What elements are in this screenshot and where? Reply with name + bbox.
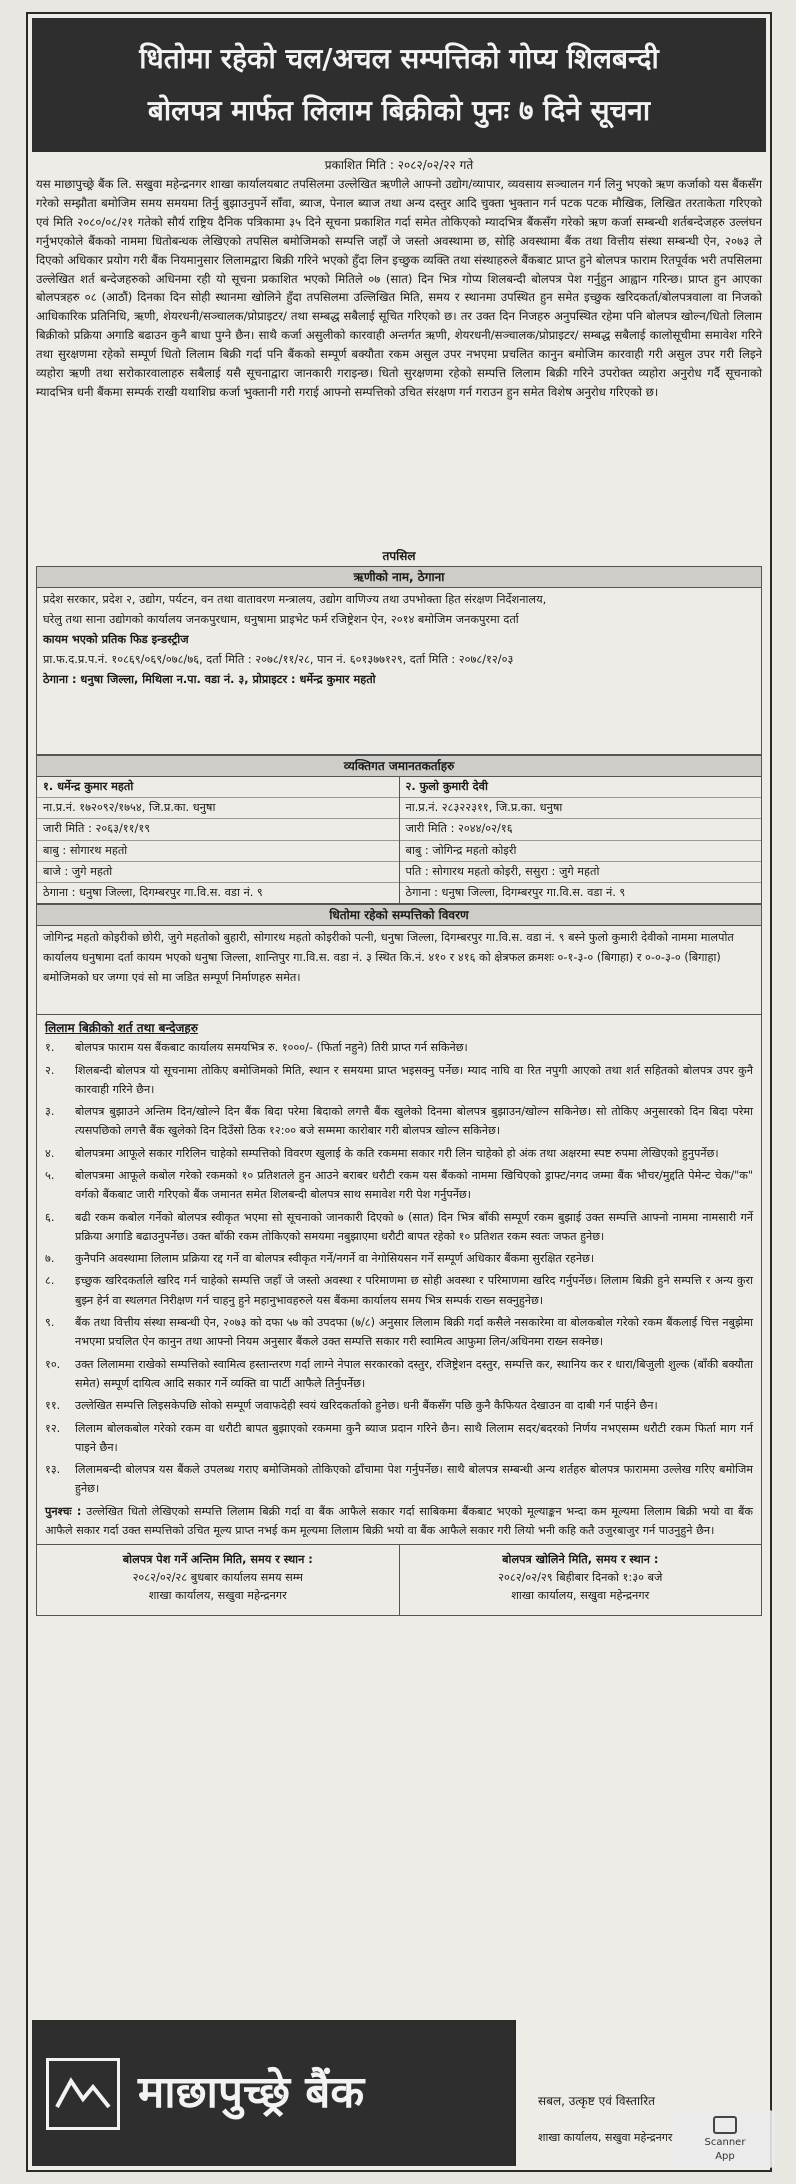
term-item: [45, 1208, 753, 1247]
notice-header: [32, 18, 766, 152]
term-number: १२.: [45, 1421, 61, 1435]
opening-value: २०८२/०२/२९ बिहीबार दिनको १:३० बजे: [498, 1570, 663, 1584]
guarantor-line: बाजे : जुगे महतो: [37, 862, 399, 883]
term-item: [45, 1396, 753, 1415]
borrower-line: ठेगाना : धनुषा जिल्ला, मिथिला न.पा. वडा नं. ३, प्रोप्राइटर : धर्मेन्द्र कुमार महतो: [43, 673, 376, 686]
opening-deadline: [399, 1545, 762, 1615]
watermark-line1: Scanner: [704, 2137, 746, 2148]
borrower-details: [36, 588, 762, 755]
submit-label: बोलपत्र पेश गर्ने अन्तिम मिति, समय र स्थान :: [122, 1552, 313, 1566]
guarantor-name: २. फुलो कुमारी देवी: [400, 777, 762, 798]
term-number: ११.: [45, 1399, 61, 1413]
term-item: [45, 1061, 753, 1100]
borrower-line: प्रदेश सरकार, प्रदेश २, उद्योग, पर्यटन, वन तथा वातावरण मन्त्रालय, उद्योग वाणिज्य तथा उपभोक्ता हित संरक्षण निर्देशनालय,: [43, 593, 547, 606]
borrower-line: घरेलु तथा साना उद्योगको कार्यालय जनकपुरधाम, धनुषामा प्राइभेट फर्म रजिष्ट्रेशन ऐन, २०१४ बमोजिम जनकपुरमा दर्ता: [43, 613, 519, 626]
guarantor-line: पति : सोगारथ महतो कोइरी, ससुरा : जुगे महतो: [400, 862, 762, 883]
term-text: उल्लेखित सम्पत्ति लिइसकेपछि सोको सम्पूर्ण जवाफदेही स्वयं खरिदकर्ताको हुनेछ। धनी बैंकसँग पछि कुनै कैफियत देखाउन वा दाबी गर्न पाईने छैन।: [75, 1399, 658, 1413]
term-text: बोलपत्रमा आफूले सकार गरिलिन चाहेको सम्पत्तिको विवरण खुलाई के कति रकममा सकार गरी लिन चाहेको हो अंक तथा अक्षरमा स्पष्ट रुपमा लेखिएको हुनुपर्नेछ।: [75, 1146, 719, 1160]
term-item: [45, 1460, 753, 1499]
submit-place: शाखा कार्यालय, सखुवा महेन्द्रनगर: [148, 1588, 287, 1602]
bank-tagline: सबल, उत्कृष्ट एवं विस्तारित: [538, 2094, 655, 2108]
notice-title-line1: धितोमा रहेको चल/अचल सम्पत्तिको गोप्य शिलबन्दी: [139, 42, 659, 75]
guarantor-name: १. धर्मेन्द्र कुमार महतो: [37, 777, 399, 798]
auction-notice: [26, 12, 772, 2172]
postscript-text: उल्लेखित धितो लेखिएको सम्पत्ति लिलाम बिक्री गर्दा वा बैंक आफैले सकार गर्दा साबिकमा बैंकबाट भएको मूल्याङ्कन भन्दा कम मूल्यमा लिलाम बिक्री भयो वा बैंक आफैले सकार गर्दा उक्त सम्पत्तिको उचित मूल्य प्राप्त नभई कम मूल्यमा लिलाम बिक्री भयो वा बैंक आफैले सकार गरी लियो भनी कहि कतै उजुरबाजुर गर्न पाउनुहुने छैन।: [45, 1504, 753, 1537]
scanner-app-icon: [713, 2116, 737, 2134]
terms-list: [45, 1038, 753, 1499]
term-text: लिलामबन्दी बोलपत्र यस बैंकले उपलब्ध गराए बमोजिमको तोकिएको ढाँचामा पेश गर्नुपर्नेछ। साथै बोलपत्र सम्बन्धी अन्य शर्तहरु बोलपत्र फाराममा उल्लेख गरिए बमोजिम हुनेछ।: [75, 1463, 753, 1496]
property-heading: धितोमा रहेको सम्पत्तिको विवरण: [36, 904, 762, 926]
mountain-logo-icon: [46, 2058, 120, 2130]
term-number: १०.: [45, 1357, 61, 1371]
term-number: २.: [45, 1063, 55, 1077]
publish-date: प्रकाशित मिति : २०८२/०२/२२ गते: [324, 158, 474, 172]
intro-paragraph: यस माछापुच्छ्रे बैंक लि. सखुवा महेन्द्रनगर शाखा कार्यालयबाट तपसिलमा उल्लेखित ऋणीले आफ्नो उद्योग/व्यापार, व्यवसाय सञ्चालन गर्न लिनु भएको ऋण कर्जाको यस बैंकसँग गरेको सम्झौता बमोजिम समय समयमा तिर्नु बुझाउनुपर्ने साँवा, ब्याज, पेनाल ब्याज तथा अन्य दस्तुर आदि चुक्ता भुक्तान गर्न पटक पटक मौखिक, लिखित तरताकेता गरिएको एवं मिति २०८०/०८/२१ गतेको सौर्य राष्ट्रिय दैनिक पत्रिकामा ३५ दिने सूचना प्रकाशित गर्दा समेत तोकिएको म्यादभित्र बैंकसँग गरेको ऋण कर्जा सम्बन्धी शर्तबन्देजहरु उल्लंघन गर्नुभएकोले बैंकको नाममा धितोबन्धक लेखिएको तपसिल बमोजिमको सम्पत्ति जहाँ जे जस्तो अवस्थामा छ, सोहि अवस्थामा बैंक तथा वित्तीय संस्था सम्बन्धी ऐन, २०७३ ले दिएको अधिकार प्रयोग गरी बैंक नियमानुसार लिलामद्वारा बिक्री गरिने भएको हुँदा लिन इच्छुक व्यक्ति तथा संस्थाहरुले बैंकबाट प्राप्त हुने बोलपत्र फाराम रितपूर्वक भरी तपसिलमा उल्लेखित शर्त बन्देजहरुको अधिनमा रही यो सूचना प्रकाशित भएको मितिले ०७ (सात) दिन भित्र गोप्य शिलबन्दी बोलपत्र पेश गर्नुहुन आह्वान गरिन्छ। प्राप्त हुन आएका बोलपत्रहरु ०८ (आठौं) दिनका दिन सोही स्थानमा खोलिने हुँदा तपसिलमा उल्लिखित मिति, समय र स्थानमा उपस्थित हुन समेत इच्छुक खरिदकर्ता/बोलपत्रवाला वा निजको आधिकारिक प्रतिनिधि, ऋणी, शेयरधनी/सञ्चालक/प्रोप्राइटर/ तथा सम्बद्ध सबैलाई सूचित गरिएको छ। तर उक्त दिन निजहरु अनुपस्थित रहेमा पनि बोलपत्र खोल्न/धितो लिलाम बिक्रीको प्रक्रिया अगाडि बढाउन कुनै बाधा पुग्ने छैन। साथै कर्जा असुलीको कारवाही अन्तर्गत ऋणी, शेयरधनी/सञ्चालक/प्रोप्राइटर/ सम्बद्ध सबैलाई कालोसूचीमा समावेश गरिने तथा सुरक्षणमा रहेको सम्पूर्ण धितो लिलाम बिक्री गर्दा पनि बैंकको सम्पूर्ण बक्यौता रकम असुल उपर नभएमा प्रचलित कानुन बमोजिम कारवाही गरी असुल उपर गरी लिइने व्यहोरा ऋणी तथा सरोकारवालाहरु सबैलाई यसै सूचनाद्वारा जानकारी गराइन्छ। धितो सुरक्षणमा रहेको सम्पत्ति लिलाम बिक्री गरिने उपरोक्त व्यहोरा अनुरोध गर्दै सूचनाको म्यादभित्र धनी बैंकमा सम्पर्क राखी यथाशिघ्र कर्जा भुक्तानी गरी गराई आफ्नो सम्पत्तिको उचित संरक्षण गर्न गराउन हुन समेत विशेष अनुरोध गरिएको छ।: [36, 177, 762, 399]
guarantor-1: [37, 777, 399, 903]
term-number: ५.: [45, 1169, 55, 1182]
term-item: [45, 1249, 753, 1268]
guarantor-line: जारी मिति : २०४४/०२/१६: [400, 819, 762, 840]
borrower-heading: ऋणीको नाम, ठेगाना: [36, 566, 762, 588]
term-text: बोलपत्रमा आफूले कबोल गरेको रकमको १० प्रतिशतले हुन आउने बराबर धरौटी रकम यस बैंकको नाममा खिचिएको ड्राफ्ट/नगद जम्मा बैंक भौचर/मुद्दति पेमेन्ट चेक/"क" वर्गको बैंकबाट जारी गरिएको बैंक जमानत समेत शिलबन्दी बोलपत्र साथ समावेश गरी पेश गर्नुपर्नेछ।: [75, 1169, 753, 1202]
term-number: ६.: [45, 1210, 55, 1224]
opening-label: बोलपत्र खोलिने मिति, समय र स्थान :: [502, 1552, 659, 1566]
term-item: [45, 1166, 753, 1205]
term-text: बोलपत्र फाराम यस बैंकबाट कार्यालय समयभित्र रु. १०००/- (फिर्ता नहुने) तिरी प्राप्त गर्न सकिनेछ।: [75, 1041, 468, 1055]
notice-title-line2: बोलपत्र मार्फत लिलाम बिक्रीको पुनः ७ दिने सूचना: [147, 94, 651, 127]
term-number: १३.: [45, 1463, 61, 1477]
guarantor-line: ठेगाना : धनुषा जिल्ला, दिगम्बरपुर गा.वि.स. वडा नं. ९: [405, 886, 626, 900]
guarantor-2: [399, 777, 762, 903]
opening-place: शाखा कार्यालय, सखुवा महेन्द्रनगर: [511, 1588, 650, 1602]
term-text: कुनैपनि अवस्थामा लिलाम प्रक्रिया रद्द गर्ने वा बोलपत्र स्वीकृत गर्ने/नगर्ने वा नेगोसियसन गर्ने सम्पूर्ण अधिकार बैंकमा सुरक्षित रहनेछ।: [75, 1252, 595, 1266]
term-text: इच्छुक खरिदकर्ताले खरिद गर्न चाहेको सम्पत्ति जहाँ जे जस्तो अवस्था र परिमाणमा छ सोही अवस्था र परिमाणमा खरिद गर्नुपर्नेछ। लिलाम बिक्री हुने सम्पत्ति र अन्य कुरा बुझ्न हेर्न वा स्थलगत निरीक्षण गर्न चाहनु हुने महानुभावहरुले यस बैंकमा कार्यालय समय भित्र सम्पर्क राख्न सक्नुहुनेछ।: [75, 1274, 753, 1307]
term-text: शिलबन्दी बोलपत्र यो सूचनामा तोकिए बमोजिमको मिति, स्थान र समयमा प्राप्त भइसक्नु पर्नेछ। म्याद नाघि वा रित नपुगी आएको तथा शर्त सहितको बोलपत्र उपर कुनै कारवाही गरिने छैन।: [75, 1063, 753, 1096]
term-number: १.: [45, 1041, 55, 1055]
borrower-line: कायम भएको प्रतिक फिड इन्डस्ट्रीज: [43, 633, 189, 646]
scanner-app-watermark: [675, 2110, 775, 2168]
bank-footer: [32, 2020, 766, 2166]
term-item: [45, 1038, 753, 1057]
borrower-line: प्रा.फ.द.प्र.प.नं. १०८६९/०६९/०७८/७६, दर्ता मिति : २०७८/११/२८, पान नं. ६०१३७७१२९, दर्ता मिति : २०७८/१२/०३: [43, 653, 514, 666]
submit-value: २०८२/०२/२८ बुधबार कार्यालय समय सम्म: [132, 1570, 303, 1584]
term-item: [45, 1419, 753, 1458]
term-item: [45, 1102, 753, 1141]
term-number: ३.: [45, 1105, 55, 1119]
term-text: लिलाम बोलकबोल गरेको रकम वा धरौटी बापत बुझाएको रकममा कुनै ब्याज प्रदान गरिने छैन। साथै लिलाम सदर/बदरको निर्णय नभएसम्म धरौटी रकम फिर्ता माग गर्न पाइने छैन।: [75, 1421, 753, 1454]
guarantor-line: बाबु : सोगारथ महतो: [37, 841, 399, 862]
postscript-label: पुनश्चः :: [45, 1504, 82, 1518]
term-text: बोलपत्र बुझाउने अन्तिम दिन/खोल्ने दिन बैंक बिदा परेमा बिदाको लगत्तै बैंक खुलेको दिनमा बोलपत्र बुझाउन/खोल्न सकिनेछ। सो तोकिए अनुसारको दिन बिदा परेमा त्यसपछिको लगत्तै बैंक खुलेको दिन दिउँसो ठिक १२:०० बजे सम्ममा कारोबार गरी बोलपत्र खोल्न सकिनेछ।: [75, 1105, 753, 1138]
term-text: उक्त लिलाममा राखेको सम्पत्तिको स्वामित्व हस्तान्तरण गर्दा लाग्ने नेपाल सरकारको दस्तुर, रजिष्ट्रेशन दस्तुर, सम्पत्ति कर, स्थानिय कर र धारा/बिजुली शुल्क (बाँकी बक्यौता समेत) सम्पूर्ण दायित्व आदि सकार गर्ने व्यक्ति वा पार्टी आफैले तिर्नुपर्नेछ।: [75, 1357, 753, 1390]
guarantor-line: बाबु : जोगिन्द्र महतो कोइरी: [400, 841, 762, 862]
bank-name: माछापुच्छ्रे बैंक: [138, 2067, 365, 2118]
term-text: बढी रकम कबोल गर्नेको बोलपत्र स्वीकृत भएमा सो सूचनाको जानकारी दिएको ७ (सात) दिन भित्र बाँकी सम्पूर्ण रकम बुझाई उक्त सम्पत्ति आफ्नो नाममा नामसारी गर्ने प्रक्रिया अगाडि बढाउनुपर्नेछ। उक्त बाँकी रकम तोकिएको समयमा नबुझाएमा धरौटी बापत रहेको १० प्रतिशत रकम स्वतः जफत हुनेछ।: [75, 1210, 753, 1243]
branch-name: शाखा कार्यालय, सखुवा महेन्द्रनगर: [538, 2131, 673, 2144]
term-item: [45, 1313, 753, 1352]
term-item: [45, 1144, 753, 1163]
term-item: [45, 1355, 753, 1394]
term-number: ९.: [45, 1316, 55, 1330]
watermark-line2: App: [715, 2151, 735, 2162]
deadline-table: [36, 1545, 762, 1616]
mountain-logo-shape: [55, 2075, 111, 2111]
guarantor-line: जारी मिति : २०६३/११/१९: [37, 819, 399, 840]
term-number: ८.: [45, 1274, 55, 1288]
tapsil-title: तपसिल: [382, 549, 416, 563]
guarantors-table: [36, 777, 762, 904]
terms-title: लिलाम बिक्रीको शर्त तथा बन्देजहरु: [45, 1021, 198, 1036]
terms-section: [36, 1015, 762, 1545]
guarantor-line: ठेगाना : धनुषा जिल्ला, दिगम्बरपुर गा.वि.स. वडा नं. ९: [43, 886, 263, 900]
postscript: [45, 1502, 753, 1540]
guarantor-line: ना.प्र.नं. १७२०९२/१७५४, जि.प्र.का. धनुषा: [37, 798, 399, 819]
term-text: बैंक तथा वित्तीय संस्था सम्बन्धी ऐन, २०७३ को दफा ५७ को उपदफा (७/८) अनुसार लिलाम बिक्री गर्दा कसैले नसकारेमा वा बोलकबोल गरेको रकम बैंकलाई चित्त नबुझेमा नभएमा प्रचलित ऐन कानुन तथा आफ्नो नियम अनुसार बैंकले उक्त सम्पत्ति सकार गरी स्वामित्व आफुमा लिन/अधिनमा राख्न सक्नेछ।: [75, 1316, 753, 1349]
term-number: ४.: [45, 1146, 55, 1160]
term-number: ७.: [45, 1252, 55, 1266]
guarantors-heading: व्यक्तिगत जमानतकर्ताहरु: [36, 755, 762, 777]
guarantor-line: ना.प्र.नं. २८३२२३११, जि.प्र.का. धनुषा: [400, 798, 762, 819]
term-item: [45, 1271, 753, 1310]
submit-deadline: [37, 1545, 399, 1615]
property-details: जोगिन्द्र महतो कोइरीको छोरी, जुगे महतोको बुहारी, सोगारथ महतो कोइरीको पत्नी, धनुषा जिल्ला, दिगम्बरपुर गा.वि.स. वडा नं. ९ बस्ने फुलो कुमारी देवीको नाममा मालपोत कार्यालय धनुषामा दर्ता कायम भएको धनुषा जिल्ला, शान्तिपुर गा.वि.स. वडा नं. ३ स्थित कि.नं. ४१० र ४१६ को क्षेत्रफल क्रमशः ०-१-३-० (बिगाहा) र ०-०-३-० (बिगाहा) बमोजिमको घर जग्गा एवं सो मा जडित सम्पूर्ण निर्माणहरु समेत।: [36, 926, 762, 1015]
